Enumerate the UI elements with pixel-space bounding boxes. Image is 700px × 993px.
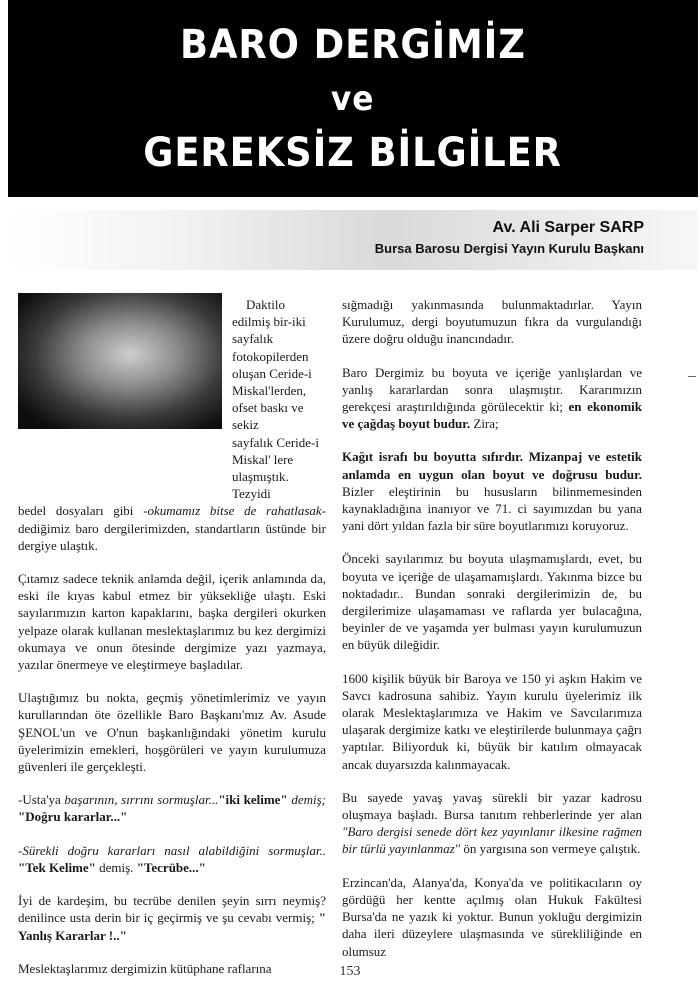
wrapped-line: Miskal' lere — [232, 451, 294, 467]
bold-run: "Tecrübe..." — [136, 859, 206, 875]
bold-run: "Doğru kararlar..." — [18, 809, 128, 825]
text-run: dediğimiz baro dergilerimizden, standartların üstünde bir dergiye ulaştık. — [18, 520, 326, 553]
paragraph — [342, 789, 642, 858]
title-line-3: GEREKSİZ BİLGİLER — [143, 129, 563, 176]
text-run: Bizler eleştirinin bu hususların bilinmemesinden kaynakladığına inanıyor ve 71. ci sayımızdan bu yana yani dört yıldan fazla bir süre boyutlarımızı koruyoruz. — [342, 483, 642, 534]
quote-paragraph — [18, 791, 326, 825]
paragraph: sığmadığı yakınmasında bulunmaktadırlar. Yayın Kurulumuz, dergi boyutumuzun fıkra da vurgulandığı üzere doğru olduğu inancındadır. — [342, 297, 642, 347]
bold-run: "Tek Kelime" — [18, 859, 96, 875]
italic-run: başarının, sırrını sormuşlar... — [64, 792, 219, 808]
text-run: Zira; — [470, 416, 499, 432]
wrapped-line: sayfalık Ceride-i — [232, 434, 319, 450]
author-name: Av. Ali Sarper SARP — [492, 219, 644, 236]
italic-run: -okumamız bitse de rahatlasak- — [143, 503, 326, 519]
wrapped-line: fotokopilerden — [232, 348, 309, 364]
right-column — [342, 296, 642, 976]
bold-run: Kağıt israfı bu boyutta sıfırdır. Mizanpaj ve estetik anlamda en uygun olan boyut ve doğrusu budur. — [342, 449, 642, 482]
wrapped-line: ulaşmıştık. Tezyidi — [232, 469, 289, 502]
quote-paragraph — [18, 842, 326, 876]
wrapped-lines — [232, 296, 326, 502]
italic-run: -Sürekli doğru kararları nasıl alabildiğini sormuşlar.. — [18, 842, 326, 858]
paragraph: 1600 kişilik büyük bir Baroya ve 150 yi aşkın Hakim ve Savcı kadrosuna sahibiz. Yayın kurulu üyelerimiz ilk olarak Meslektaşlarımıza ve Hakim ve Savcılarımıza ulaşarak dergimize katkı ve eleştirilerde bulunmaya çağrı yaptılar. Biliyorduk ki, büyük bir katılım olmayacak ancak duyarsızda kalınmayacak. — [342, 670, 642, 772]
paragraph: Meslektaşlarımız dergimizin kütüphane raflarına — [18, 960, 272, 976]
wrapped-line: oluşan Ceride-i — [232, 365, 312, 381]
title-banner — [8, 0, 698, 197]
paragraph — [18, 892, 326, 944]
wrapped-line: Daktilo — [246, 297, 285, 312]
author-role: Bursa Barosu Dergisi Yayın Kurulu Başkanı — [374, 241, 644, 256]
text-run: -Usta'ya — [18, 792, 65, 808]
paragraph: Önceki sayılarımız bu boyuta ulaşmamışlardı, evet, bu boyuta ve içeriğe de ulaşamamışlardı. Yakınma bizce bu noktadadır.. Bundan sonraki dergilerimizin de, bu dergilerimize ulaşamaması ve raflarda yer bulacağına, beyinler de ve yaşamda yer bulması yayın kurulumuzun en büyük dileğidir. — [342, 551, 642, 653]
title-line-2: ve — [331, 78, 375, 119]
italic-run: "Baro dergisi senede dört kez yayınlanır ilkesine rağmen bir türlü yayınlanmaz" — [342, 824, 642, 857]
paragraph: Erzincan'da, Alanya'da, Konya'da ve politikacıların oy gördüğü her kentte açılmış olan Hukuk Fakültesi Bursa'da ne yazık ki yoktur. Bunun yokluğu dergimizin daha ileri düzeylere ulaşmasında ve sürekliliğinde en olumsuz — [342, 874, 642, 959]
left-column — [18, 296, 326, 993]
text-run: Bu sayede yavaş yavaş sürekli bir yazar kadrosu oluşmaya başladı. Bursa tanıtım rehberlerinde yer alan — [342, 789, 642, 823]
bold-run: " Yanlış Kararlar !.." — [18, 910, 326, 943]
bold-run: en ekonomik ve çağdaş boyut budur. — [342, 399, 642, 432]
author-block — [375, 218, 644, 258]
intro-paragraph — [18, 296, 326, 554]
text-run: İyi de kardeşim, bu tecrübe denilen şeyin sırrı neymiş? denilince usta derin bir iç geçirmiş ve şu cevabı vermiş; — [18, 893, 326, 926]
paragraph: Ulaştığımız bu nokta, geçmiş yönetimlerimiz ve yayın kurullarından öte özellikle Baro Başkanı'mız Av. Asude ŞENOL'un ve O'nun başkanlığındaki yönetim kurulu üyelerimizin emekleri, hoşgörüleri ve yayın kurulumuza güvenleri ile gerçekleşti. — [18, 690, 326, 775]
margin-mark — [688, 376, 696, 377]
wrapped-line: edilmiş bir-iki — [232, 314, 306, 330]
text-run: ön yargısına son vermeye çalıştık. — [460, 841, 641, 857]
wrapped-line: Miskal'lerden, — [232, 383, 307, 399]
paragraph — [342, 448, 642, 534]
bold-run: "iki kelime" — [218, 792, 288, 808]
title-line-1: BARO DERGİMİZ — [180, 21, 526, 68]
text-run: bedel dosyaları gibi — [18, 503, 144, 519]
italic-run: demiş; — [287, 792, 326, 808]
paragraph: Çıtamız sadece teknik anlamda değil, içerik anlamında da, eski ile kıyas kabul etmez bir yüksekliğe ulaştı. Eski sayılarımızın karton kapaklarını, başka dergileri okurken yelpaze olarak kullanan meslektaşlarımız bu kez dergimizi okumaya ve onun ötesinde dergimize yazı yazmaya, yazılar önermeye ve eleştirmeye başladılar. — [18, 571, 326, 673]
text-run: Baro Dergimiz bu boyuta ve içeriğe yanlışlardan ve yanlış kararlardan sonra ulaşmıştır. Kararımızın gerekçesi araştırıldığında görülecektir ki; — [342, 364, 642, 415]
wrapped-line: ofset baskı ve sekiz — [232, 400, 304, 433]
wrapped-line: sayfalık — [232, 331, 274, 347]
page-number: 153 — [339, 964, 361, 979]
text-run: demiş. — [95, 859, 137, 875]
paragraph — [342, 364, 642, 433]
